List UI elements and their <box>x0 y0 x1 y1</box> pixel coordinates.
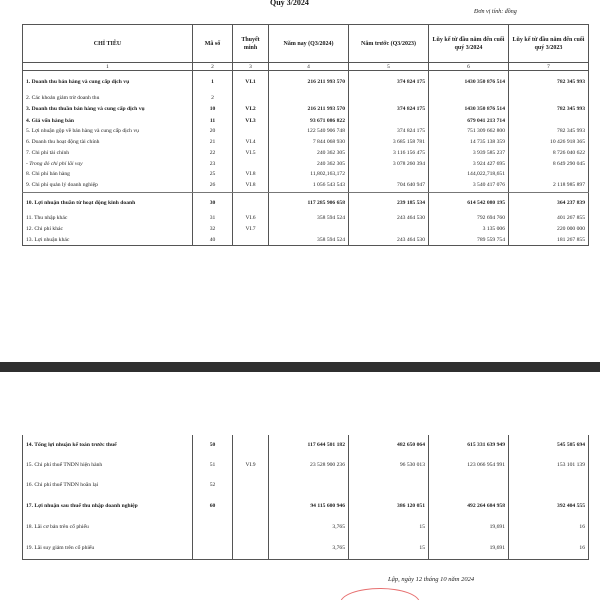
row-prior-quarter <box>349 93 429 103</box>
row-prior-quarter <box>349 475 429 495</box>
row-code: 10 <box>193 103 233 116</box>
row-ytd-2023: 545 505 694 <box>509 435 589 455</box>
row-ytd-2024: 615 331 639 949 <box>429 435 509 455</box>
row-note: VI.3 <box>233 116 269 126</box>
row-current-quarter: 240 362 305 <box>269 159 349 169</box>
table-row <box>23 116 589 126</box>
row-note: VI.6 <box>233 213 269 224</box>
row-current-quarter: 3,765 <box>269 537 349 559</box>
row-label: 1. Doanh thu bán hàng và cung cấp dịch vụ <box>23 71 193 93</box>
row-prior-quarter: 482 650 064 <box>349 435 429 455</box>
row-current-quarter: 11,802,163,172 <box>269 169 349 179</box>
row-note: VI.9 <box>233 455 269 475</box>
table-row <box>23 169 589 179</box>
row-code: 52 <box>193 475 233 495</box>
row-ytd-2023 <box>509 475 589 495</box>
row-code: 21 <box>193 137 233 148</box>
table-row <box>23 537 589 559</box>
row-prior-quarter: 15 <box>349 517 429 537</box>
header-current-quarter: Năm nay (Q3/2024) <box>269 25 349 63</box>
table-row <box>23 435 589 455</box>
row-label: 15. Chi phí thuế TNDN hiện hành <box>23 455 193 475</box>
table-row <box>23 71 589 93</box>
table-row <box>23 475 589 495</box>
table-row <box>23 159 589 169</box>
row-prior-quarter: 3 685 158 781 <box>349 137 429 148</box>
row-label: 10. Lợi nhuận thuần từ hoạt động kinh doanh <box>23 193 193 213</box>
currency-unit: Đơn vị tính: đồng <box>474 9 517 15</box>
row-label: 19. Lãi suy giảm trên cổ phiếu <box>23 537 193 559</box>
row-code: 30 <box>193 193 233 213</box>
signoff-date: Lập, ngày 12 tháng 10 năm 2024 <box>388 576 475 583</box>
row-label: 11. Thu nhập khác <box>23 213 193 224</box>
row-current-quarter: 93 671 086 822 <box>269 116 349 126</box>
row-ytd-2024: 14 735 138 359 <box>429 137 509 148</box>
row-note <box>233 126 269 137</box>
row-current-quarter: 358 594 524 <box>269 213 349 224</box>
row-ytd-2023: 8 649 290 045 <box>509 159 589 169</box>
row-current-quarter <box>269 93 349 103</box>
row-label: 12. Chi phí khác <box>23 224 193 235</box>
row-prior-quarter: 386 120 051 <box>349 495 429 517</box>
row-note <box>233 235 269 246</box>
row-ytd-2023: 10 426 918 365 <box>509 137 589 148</box>
row-prior-quarter: 374 824 175 <box>349 126 429 137</box>
row-current-quarter: 117 285 906 658 <box>269 193 349 213</box>
header-row <box>23 25 589 63</box>
row-prior-quarter: 374 824 175 <box>349 71 429 93</box>
row-note <box>233 495 269 517</box>
row-note: VI.1 <box>233 71 269 93</box>
row-ytd-2024: 144,022,718,651 <box>429 169 509 179</box>
row-current-quarter: 240 362 305 <box>269 148 349 159</box>
row-label: 7. Chi phí tài chính <box>23 148 193 159</box>
row-note <box>233 193 269 213</box>
column-number-row <box>23 63 589 71</box>
column-number: 3 <box>233 63 269 71</box>
row-ytd-2023: 782 345 993 <box>509 103 589 116</box>
income-statement-table-continued <box>22 435 589 560</box>
row-code: 25 <box>193 169 233 179</box>
row-ytd-2023 <box>509 169 589 179</box>
table-row <box>23 495 589 517</box>
row-ytd-2024 <box>429 475 509 495</box>
row-code: 11 <box>193 116 233 126</box>
row-prior-quarter <box>349 116 429 126</box>
row-label: 4. Giá vốn hàng bán <box>23 116 193 126</box>
row-code: 40 <box>193 235 233 246</box>
row-note: VI.8 <box>233 179 269 193</box>
row-note <box>233 93 269 103</box>
table-row <box>23 148 589 159</box>
row-code: 2 <box>193 93 233 103</box>
row-ytd-2023: 2 118 985 897 <box>509 179 589 193</box>
row-prior-quarter: 374 824 175 <box>349 103 429 116</box>
header-ytd-2024: Lũy kế từ đầu năm đến cuối quý 3/2024 <box>429 25 509 63</box>
row-ytd-2023: 153 101 139 <box>509 455 589 475</box>
header-indicator: CHỈ TIÊU <box>23 25 193 63</box>
row-ytd-2024: 19,691 <box>429 537 509 559</box>
row-current-quarter: 122 540 906 748 <box>269 126 349 137</box>
row-code: 32 <box>193 224 233 235</box>
row-ytd-2023: 16 <box>509 537 589 559</box>
row-note: VI.7 <box>233 224 269 235</box>
row-ytd-2023: 181 267 855 <box>509 235 589 246</box>
row-current-quarter: 358 594 524 <box>269 235 349 246</box>
row-code: 60 <box>193 495 233 517</box>
row-prior-quarter: 704 640 947 <box>349 179 429 193</box>
row-ytd-2024: 19,691 <box>429 517 509 537</box>
row-code: 50 <box>193 435 233 455</box>
row-ytd-2023: 782 345 993 <box>509 126 589 137</box>
row-prior-quarter: 243 464 530 <box>349 213 429 224</box>
row-ytd-2024: 789 559 754 <box>429 235 509 246</box>
row-note <box>233 517 269 537</box>
row-ytd-2023: 392 404 555 <box>509 495 589 517</box>
row-prior-quarter <box>349 169 429 179</box>
table-row <box>23 103 589 116</box>
row-label: 3. Doanh thu thuần bán hàng và cung cấp dịch vụ <box>23 103 193 116</box>
row-prior-quarter <box>349 224 429 235</box>
row-ytd-2023 <box>509 93 589 103</box>
row-note <box>233 537 269 559</box>
table-row <box>23 137 589 148</box>
report-title: Quý 3/2024 <box>270 0 309 7</box>
row-label: 2. Các khoản giảm trừ doanh thu <box>23 93 193 103</box>
row-note: VI.2 <box>233 103 269 116</box>
row-code: 1 <box>193 71 233 93</box>
row-ytd-2024: 1430 350 876 514 <box>429 103 509 116</box>
row-label: 13. Lợi nhuận khác <box>23 235 193 246</box>
row-ytd-2024: 123 066 954 991 <box>429 455 509 475</box>
row-current-quarter: 94 115 600 946 <box>269 495 349 517</box>
table-row <box>23 93 589 103</box>
row-current-quarter <box>269 475 349 495</box>
row-ytd-2024: 3 924 427 695 <box>429 159 509 169</box>
row-ytd-2024: 751 309 662 800 <box>429 126 509 137</box>
page-separator <box>0 362 600 372</box>
table-row <box>23 235 589 246</box>
row-code: 26 <box>193 179 233 193</box>
row-note <box>233 435 269 455</box>
row-ytd-2024: 1430 350 876 514 <box>429 71 509 93</box>
row-code: 23 <box>193 159 233 169</box>
table-row <box>23 213 589 224</box>
row-ytd-2024: 3 540 417 076 <box>429 179 509 193</box>
row-code: 20 <box>193 126 233 137</box>
row-current-quarter: 1 056 543 543 <box>269 179 349 193</box>
row-prior-quarter: 15 <box>349 537 429 559</box>
row-prior-quarter: 239 185 534 <box>349 193 429 213</box>
row-label: - Trong đó chi phí lãi vay <box>23 159 193 169</box>
row-ytd-2023: 16 <box>509 517 589 537</box>
row-note: VI.4 <box>233 137 269 148</box>
row-ytd-2024: 3 135 006 <box>429 224 509 235</box>
row-label: 9. Chi phí quản lý doanh nghiệp <box>23 179 193 193</box>
row-ytd-2024: 679 041 213 714 <box>429 116 509 126</box>
row-current-quarter: 216 211 993 570 <box>269 71 349 93</box>
row-ytd-2024: 3 939 585 237 <box>429 148 509 159</box>
row-note <box>233 475 269 495</box>
row-code: 31 <box>193 213 233 224</box>
column-number: 5 <box>349 63 429 71</box>
row-label: 8. Chi phí bán hàng <box>23 169 193 179</box>
row-code: 51 <box>193 455 233 475</box>
row-current-quarter <box>269 224 349 235</box>
row-ytd-2024: 614 542 080 195 <box>429 193 509 213</box>
row-label: 5. Lợi nhuận gộp về bán hàng và cung cấp dịch vụ <box>23 126 193 137</box>
row-ytd-2024: 792 694 760 <box>429 213 509 224</box>
row-label: 18. Lãi cơ bản trên cổ phiếu <box>23 517 193 537</box>
row-code <box>193 517 233 537</box>
row-label: 14. Tổng lợi nhuận kế toán trước thuế <box>23 435 193 455</box>
row-note: VI.8 <box>233 169 269 179</box>
column-number: 6 <box>429 63 509 71</box>
header-note: Thuyết minh <box>233 25 269 63</box>
row-ytd-2023: 220 000 000 <box>509 224 589 235</box>
column-number: 7 <box>509 63 589 71</box>
table-row <box>23 126 589 137</box>
row-ytd-2023: 782 345 993 <box>509 71 589 93</box>
table-row <box>23 193 589 213</box>
row-code <box>193 537 233 559</box>
row-current-quarter: 117 644 501 182 <box>269 435 349 455</box>
income-statement-body-bottom <box>23 435 589 559</box>
table-row <box>23 179 589 193</box>
table-row <box>23 224 589 235</box>
row-ytd-2023 <box>509 116 589 126</box>
row-prior-quarter: 3 116 156 475 <box>349 148 429 159</box>
column-number: 1 <box>23 63 193 71</box>
row-label: 17. Lợi nhuận sau thuế thu nhập doanh nghiệp <box>23 495 193 517</box>
row-current-quarter: 216 211 993 570 <box>269 103 349 116</box>
column-number: 4 <box>269 63 349 71</box>
row-prior-quarter: 243 464 530 <box>349 235 429 246</box>
column-number: 2 <box>193 63 233 71</box>
header-code: Mã số <box>193 25 233 63</box>
row-prior-quarter: 3 078 260 394 <box>349 159 429 169</box>
income-statement-body-top <box>23 71 589 246</box>
row-note: VI.5 <box>233 148 269 159</box>
table-row <box>23 517 589 537</box>
row-ytd-2024 <box>429 93 509 103</box>
row-prior-quarter: 96 530 013 <box>349 455 429 475</box>
row-label: 16. Chi phí thuế TNDN hoãn lại <box>23 475 193 495</box>
header-ytd-2023: Lũy kế từ đầu năm đến cuối quý 3/2023 <box>509 25 589 63</box>
row-ytd-2023: 364 237 839 <box>509 193 589 213</box>
row-current-quarter: 23 528 900 236 <box>269 455 349 475</box>
row-current-quarter: 7 844 068 930 <box>269 137 349 148</box>
row-label: 6. Doanh thu hoạt động tài chính <box>23 137 193 148</box>
row-current-quarter: 3,765 <box>269 517 349 537</box>
row-ytd-2023: 8 726 040 622 <box>509 148 589 159</box>
row-ytd-2023: 401 267 855 <box>509 213 589 224</box>
table-row <box>23 455 589 475</box>
row-ytd-2024: 492 264 684 958 <box>429 495 509 517</box>
header-prior-quarter: Năm trước (Q3/2023) <box>349 25 429 63</box>
income-statement-table <box>22 24 589 246</box>
row-note <box>233 159 269 169</box>
row-code: 22 <box>193 148 233 159</box>
